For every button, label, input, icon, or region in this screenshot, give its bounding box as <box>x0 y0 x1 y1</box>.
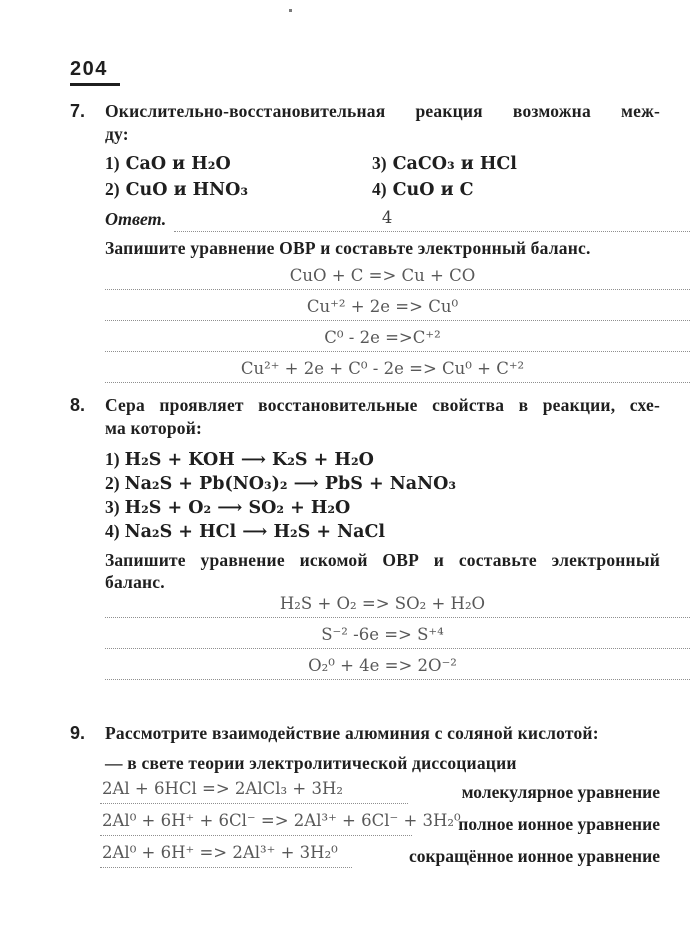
question-8-instruction <box>105 549 660 593</box>
question-9-subtitle: — в свете теории электролитической диссоциации <box>105 753 517 773</box>
option-3-formula: CaCO₃ и HCl <box>392 154 517 174</box>
option-3 <box>372 152 700 176</box>
equation-label-net-ionic: сокращённое ионное уравнение <box>408 846 660 866</box>
question-8-header <box>70 394 700 440</box>
question-7 <box>0 100 700 383</box>
answer-field[interactable] <box>174 206 690 232</box>
option-4 <box>372 178 700 202</box>
equation-row-full-ionic <box>100 810 660 836</box>
scheme-2 <box>105 472 700 496</box>
work-line-4[interactable] <box>105 353 690 383</box>
question-9-number: 9. <box>70 723 86 743</box>
equation-full-ionic: 2Al⁰ + 6H⁺ + 6Cl⁻ => 2Al³⁺ + 6Cl⁻ + 3H₂⁰ <box>102 811 461 830</box>
question-9-header <box>70 722 700 745</box>
equation-molecular: 2Al + 6HCl => 2AlCl₃ + 3H₂ <box>102 779 343 798</box>
option-1 <box>105 152 372 176</box>
page-number-block <box>70 58 120 86</box>
answer-value: 4 <box>381 208 393 227</box>
scheme-4-number: 4) <box>105 521 120 541</box>
question-9 <box>0 722 700 868</box>
scan-speck <box>289 9 292 12</box>
scheme-3-number: 3) <box>105 497 120 517</box>
work-line-6[interactable] <box>105 619 690 649</box>
scheme-4-formula: Na₂S + HCl ⟶ H₂S + NaCl <box>124 522 386 542</box>
question-7-number: 7. <box>70 101 86 121</box>
work-line-3[interactable] <box>105 322 690 352</box>
option-2 <box>105 178 372 202</box>
scheme-1-number: 1) <box>105 449 120 469</box>
scheme-1 <box>105 448 700 472</box>
question-8-text-line-1: Сера проявляет восстановительные свойства в реакции, схе- <box>105 395 660 415</box>
question-8-text <box>105 394 660 440</box>
question-8-instruction-line-1: Запишите уравнение искомой ОВР и составьте электронный <box>105 550 660 570</box>
option-3-number: 3) <box>372 153 387 173</box>
question-7-text-line-2: ду: <box>105 124 129 144</box>
option-4-number: 4) <box>372 179 387 199</box>
question-8-instruction-line-2: баланс. <box>105 572 165 592</box>
question-8-number: 8. <box>70 395 86 415</box>
work-line-4-equation: Cu²⁺ + 2e + C⁰ - 2e => Cu⁰ + C⁺² <box>240 359 525 378</box>
question-8 <box>0 394 700 680</box>
question-7-options <box>105 152 700 202</box>
work-line-5-equation: H₂S + O₂ => SO₂ + H₂O <box>279 594 486 613</box>
equation-row-net-ionic <box>100 842 660 868</box>
equation-field-net-ionic[interactable] <box>100 842 352 868</box>
equation-net-ionic: 2Al⁰ + 6H⁺ => 2Al³⁺ + 3H₂⁰ <box>102 843 338 862</box>
scheme-2-number: 2) <box>105 473 120 493</box>
option-2-number: 2) <box>105 179 120 199</box>
scheme-1-formula: H₂S + KOH ⟶ K₂S + H₂O <box>124 450 374 470</box>
equation-row-molecular <box>100 778 660 804</box>
work-line-7[interactable] <box>105 650 690 680</box>
work-line-3-equation: C⁰ - 2e =>C⁺² <box>324 328 441 347</box>
question-9-title: Рассмотрите взаимодействие алюминия с соляной кислотой: <box>105 723 599 743</box>
equation-label-molecular: молекулярное уравнение <box>461 782 660 802</box>
scheme-3 <box>105 496 700 520</box>
question-7-text-line-1: Окислительно-восстановительная реакция возможна меж- <box>105 101 660 121</box>
equation-field-molecular[interactable] <box>100 778 408 804</box>
question-8-text-line-2: ма которой: <box>105 418 203 438</box>
question-7-header <box>70 100 700 146</box>
scheme-4 <box>105 520 700 544</box>
work-line-1-equation: CuO + C => Cu + CO <box>289 266 476 285</box>
work-line-2[interactable] <box>105 291 690 321</box>
work-line-2-equation: Cu⁺² + 2e => Cu⁰ <box>306 297 459 316</box>
option-4-formula: CuO и C <box>392 180 474 200</box>
answer-label: Ответ. <box>105 209 167 229</box>
question-7-instruction: Запишите уравнение ОВР и составьте электронный баланс. <box>105 238 591 258</box>
option-1-formula: CaO и H₂O <box>125 154 231 174</box>
work-line-6-equation: S⁻² -6e => S⁺⁴ <box>321 625 444 644</box>
option-2-formula: CuO и HNO₃ <box>125 180 249 200</box>
equation-label-full-ionic: полное ионное уравнение <box>458 814 660 834</box>
work-line-1[interactable] <box>105 260 690 290</box>
scheme-3-formula: H₂S + O₂ ⟶ SO₂ + H₂O <box>124 498 351 518</box>
page-number: 204 <box>70 58 120 86</box>
question-7-text <box>105 100 660 146</box>
answer-row <box>105 206 690 232</box>
work-line-7-equation: O₂⁰ + 4e => 2O⁻² <box>308 656 457 675</box>
option-1-number: 1) <box>105 153 120 173</box>
equation-field-full-ionic[interactable] <box>100 810 461 836</box>
question-8-schemes <box>105 448 700 544</box>
work-line-5[interactable] <box>105 594 690 618</box>
scheme-2-formula: Na₂S + Pb(NO₃)₂ ⟶ PbS + NaNO₃ <box>124 474 456 494</box>
